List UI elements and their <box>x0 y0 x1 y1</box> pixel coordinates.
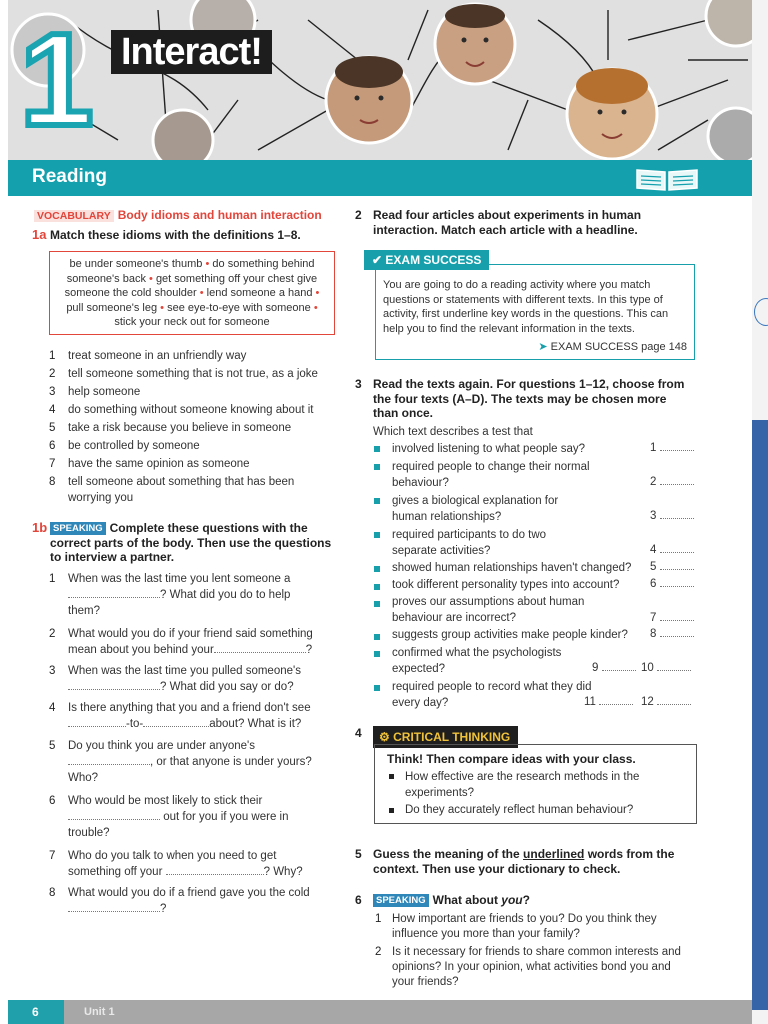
bullet-icon <box>374 532 380 538</box>
critical-thinking-tag: ⚙ CRITICAL THINKING <box>373 726 518 748</box>
exercise-instruction: SPEAKING What about you? <box>373 893 530 908</box>
bullet-icon <box>374 685 380 691</box>
speaking-tag: SPEAKING <box>50 522 106 535</box>
idiom-box: be under someone's thumb • do something behind someone's back • get something off your chest give someone the cold shoulder • lend someone a hand • pull someone's leg • see eye-to-eye with someone • stick your neck out for someone <box>49 251 335 335</box>
exercise-number: 3 <box>355 377 362 391</box>
critical-thinking-box <box>374 744 697 824</box>
idiom: get something off your chest <box>155 272 294 285</box>
page-number: 6 <box>8 1000 64 1024</box>
question-item: 8 What would you do if a friend gave you the cold ? <box>49 887 310 915</box>
question-item: 6 Who would be most likely to stick their out for you if you were in trouble? <box>49 795 289 839</box>
gear-icon: ⚙ <box>379 730 390 744</box>
bullet-icon <box>374 446 380 452</box>
exercise-instruction: Guess the meaning of the underlined words from the context. Then use your dictionary to check. <box>373 847 675 876</box>
exercise-instruction: SPEAKING Complete these questions with the correct parts of the body. Then use the questions to interview a partner. <box>50 521 332 564</box>
bullet-icon <box>389 808 394 813</box>
banner-illustration <box>8 0 752 160</box>
idiom: be under someone's thumb <box>69 258 203 270</box>
bullet-icon <box>374 498 380 504</box>
idiom: pull someone's leg <box>66 301 158 314</box>
statement: confirmed what the psychologists expected? <box>392 647 562 675</box>
definition-item: 6 be controlled by someone <box>49 440 200 452</box>
exercise-number: 2 <box>355 208 362 222</box>
answer-blank[interactable]: 1 <box>650 441 694 454</box>
exercise-number: 6 <box>355 893 362 907</box>
definition-item: 3 help someone <box>49 386 141 398</box>
question-item: 1 How important are friends to you? Do you think they influence you more than your family? <box>375 913 657 940</box>
page-edge-tab <box>752 420 768 1010</box>
statement: required people to record what they did every day? <box>392 681 592 709</box>
page-footer <box>8 1000 752 1024</box>
exam-success-box <box>375 264 695 360</box>
exercise-number: 4 <box>355 726 362 740</box>
section-bar <box>8 160 752 196</box>
answer-blank[interactable]: 6 <box>650 577 694 590</box>
statement: suggests group activities make people kinder? <box>392 629 628 641</box>
answer-blank[interactable]: 11 <box>584 695 633 708</box>
idiom: do something behind someone's back <box>66 258 315 285</box>
statement: proves our assumptions about human behaviour are incorrect? <box>392 596 585 624</box>
exam-success-tag: ✔ EXAM SUCCESS <box>364 250 489 270</box>
answer-blank[interactable]: 8 <box>650 627 694 640</box>
idiom: lend someone a hand <box>206 287 313 300</box>
question-lead: Which text describes a test that <box>373 426 533 438</box>
unit-number: 1 <box>20 6 90 153</box>
statement: required participants to do two separate activities? <box>392 529 547 557</box>
vocabulary-tag: VOCABULARY <box>34 210 114 222</box>
exercise-number: 1a <box>32 227 47 242</box>
definition-item: 4 do something without someone knowing about it <box>49 404 314 416</box>
bullet-icon <box>374 464 380 470</box>
section-title: Reading <box>32 166 107 187</box>
unit-title: Interact! <box>111 30 272 74</box>
exam-success-body: You are going to do a reading activity where you match questions or statements with different texts. In this type of activity, first underline key words in the questions. This can help you to find the relevant information in the texts. <box>383 279 669 335</box>
statement: required people to change their normal behaviour? <box>392 461 590 489</box>
answer-blank[interactable]: 7 <box>650 611 694 624</box>
statement: took different personality types into account? <box>392 579 620 591</box>
answer-blank[interactable]: 12 <box>641 695 691 708</box>
bullet-icon <box>374 634 380 640</box>
question-item: 1 When was the last time you lent someone a ? What did you do to help them? <box>49 573 291 617</box>
answer-blank[interactable]: 4 <box>650 543 694 556</box>
vocabulary-heading <box>34 208 322 222</box>
exercise-number: 5 <box>355 847 362 861</box>
bullet-icon <box>374 584 380 590</box>
idiom: see eye-to-eye with someone <box>167 301 311 314</box>
idiom: give someone the cold shoulder <box>64 272 318 300</box>
vocabulary-title: Body idioms and human interaction <box>117 208 322 222</box>
definition-item: 1 treat someone in an unfriendly way <box>49 350 247 362</box>
exercise-number: 1b <box>32 520 48 535</box>
bullet-icon <box>374 601 380 607</box>
question-item: 5 Do you think you are under anyone's , or that anyone is under yours? Who? <box>49 740 312 784</box>
unit-banner <box>8 0 752 160</box>
discussion-point: Do they accurately reflect human behaviour? <box>405 804 634 816</box>
exercise-instruction: Read the texts again. For questions 1–12, choose from the four texts (A–D). The texts may be chosen more than once. <box>373 377 685 420</box>
bullet-icon <box>374 566 380 572</box>
discussion-point: How effective are the research methods in the experiments? <box>405 771 640 799</box>
exercise-instruction: Read four articles about experiments in human interaction. Match each article with a headline. <box>373 208 642 237</box>
answer-blank[interactable]: 9 <box>592 661 636 674</box>
question-item: 3 When was the last time you pulled someone's ? What did you say or do? <box>49 665 301 693</box>
exercise-instruction: Match these idioms with the definitions 1–8. <box>50 228 301 242</box>
statement: gives a biological explanation for human relationships? <box>392 495 559 523</box>
book-icon <box>633 166 703 192</box>
bullet-icon <box>389 774 394 779</box>
answer-blank[interactable]: 5 <box>650 560 694 573</box>
statement: showed human relationships haven't changed? <box>392 562 632 574</box>
arrow-right-icon: ➤ <box>538 341 548 354</box>
exam-success-link[interactable]: ➤ EXAM SUCCESS page 148 <box>538 341 687 354</box>
question-item: 4 Is there anything that you and a friend don't see -to- about? What is it? <box>49 702 311 730</box>
question-item: 7 Who do you talk to when you need to get something off your ? Why? <box>49 850 303 878</box>
question-item: 2 What would you do if your friend said something mean about you behind your ? <box>49 628 313 656</box>
check-icon: ✔ <box>372 253 383 267</box>
bullet-icon <box>374 651 380 657</box>
critical-thinking-instruction: Think! Then compare ideas with your class. <box>387 752 636 766</box>
speaking-tag: SPEAKING <box>373 894 429 907</box>
definition-item: 2 tell someone something that is not true, as a joke <box>49 368 318 380</box>
answer-blank[interactable]: 2 <box>650 475 694 488</box>
answer-blank[interactable]: 3 <box>650 509 694 522</box>
answer-blank[interactable]: 10 <box>641 661 691 674</box>
idiom: stick your neck out for someone <box>114 316 270 329</box>
definition-item: 8 tell someone about something that has been worrying you <box>49 476 295 504</box>
definition-item: 5 take a risk because you believe in someone <box>49 422 292 434</box>
unit-label: Unit 1 <box>84 1006 115 1018</box>
question-item: 2 Is it necessary for friends to share common interests and opinions? In your opinion, what activities bond you and your friends? <box>375 946 681 988</box>
statement: involved listening to what people say? <box>392 443 586 455</box>
definition-item: 7 have the same opinion as someone <box>49 458 250 470</box>
